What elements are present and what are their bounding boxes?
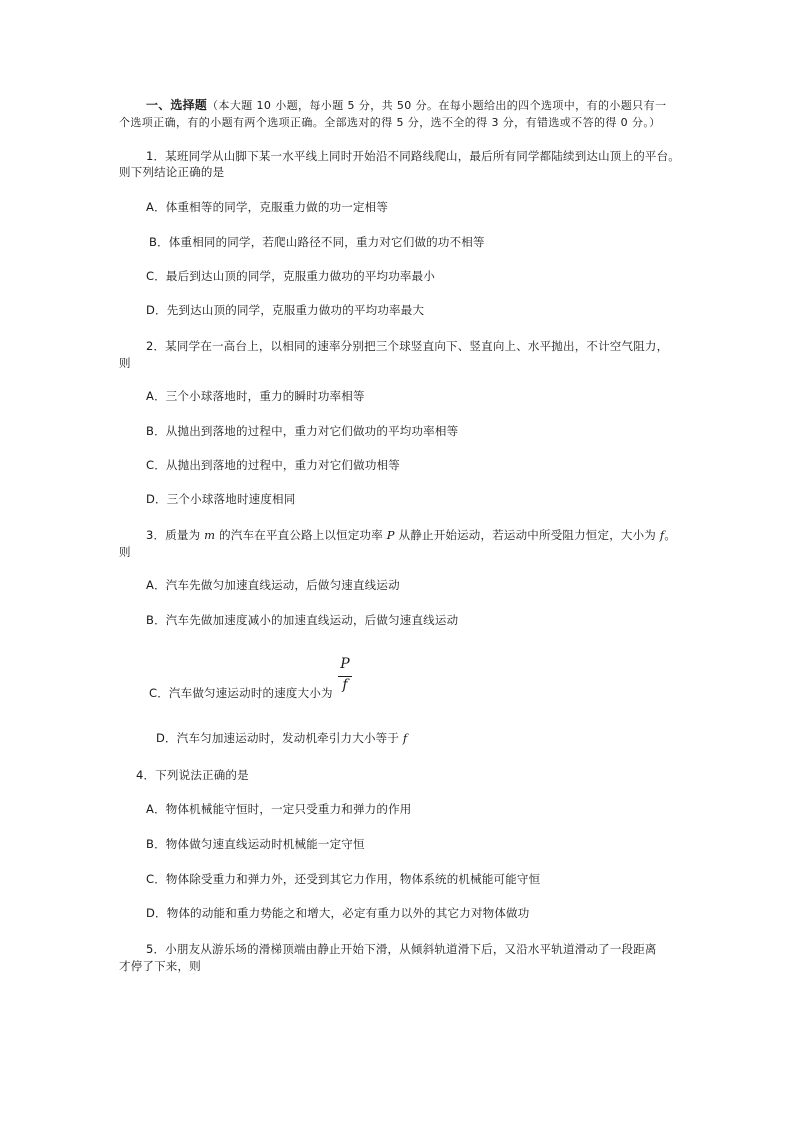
q3-option-a: A．汽车先做匀加速直线运动，后做匀速直线运动 [146, 578, 400, 592]
q3-stem-line1 [146, 527, 676, 543]
q3-stem-part-d: 。 [664, 528, 677, 542]
section-intro-line2: 个选项正确，有的小题有两个选项正确。全部选对的得 5 分，选不全的得 3 分，有错选或不答的得 0 分。） [119, 116, 661, 129]
q3-stem-part-a: 3．质量为 [146, 528, 205, 542]
q1-option-c: C．最后到达山顶的同学，克服重力做功的平均功率最小 [146, 269, 436, 283]
q5-stem-line2: 才停了下来，则 [119, 959, 201, 973]
q3-option-c: C．汽车做匀速运动时的速度大小为 [149, 686, 333, 700]
q4-stem: 4．下列说法正确的是 [136, 768, 249, 782]
q3-option-d [156, 730, 407, 746]
q2-stem-line1: 2．某同学在一高台上，以相同的速率分别把三个球竖直向下、竖直向上、水平抛出，不计空气阻力， [146, 339, 669, 353]
q4-option-a: A．物体机械能守恒时，一定只受重力和弹力的作用 [146, 802, 412, 816]
q3-var-P: P [386, 528, 395, 542]
fraction-denominator: f [342, 677, 348, 693]
q3-stem-part-c: 从静止开始运动，若运动中所受阻力恒定，大小为 [394, 528, 660, 542]
q2-option-b: B．从抛出到落地的过程中，重力对它们做功的平均功率相等 [146, 424, 459, 438]
q2-option-a: A．三个小球落地时，重力的瞬时功率相等 [146, 389, 365, 403]
q2-option-c: C．从抛出到落地的过程中，重力对它们做功相等 [146, 458, 400, 472]
q3-option-b: B．汽车先做加速度减小的加速直线运动，后做匀速直线运动 [146, 613, 459, 627]
q1-option-a: A．体重相等的同学，克服重力做的功一定相等 [146, 200, 389, 214]
q4-option-c: C．物体除受重力和弹力外，还受到其它力作用，物体系统的机械能可能守恒 [146, 872, 541, 886]
q1-stem-line1: 1．某班同学从山脚下某一水平线上同时开始沿不同路线爬山，最后所有同学都陆续到达山顶上的平台。 [146, 149, 681, 163]
q1-option-b: B．体重相同的同学，若爬山路径不同，重力对它们做的功不相等 [149, 235, 485, 249]
section-intro-line1: （本大题 10 小题，每小题 5 分，共 50 分。在每小题给出的四个选项中，有的小题只有一 [207, 99, 667, 112]
q2-stem-line2: 则 [119, 356, 131, 370]
q1-option-d: D．先到达山顶的同学，克服重力做功的平均功率最大 [146, 303, 425, 317]
q4-option-b: B．物体做匀速直线运动时机械能一定守恒 [146, 837, 365, 851]
q3-stem-part-b: 的汽车在平直公路上以恒定功率 [215, 528, 387, 542]
q3-option-d-text: D．汽车匀加速运动时，发动机牵引力大小等于 [156, 731, 403, 745]
q4-option-d: D．物体的动能和重力势能之和增大，必定有重力以外的其它力对物体做功 [146, 906, 530, 920]
q3-option-d-var: f [402, 731, 408, 745]
q3-var-m: m [204, 528, 216, 542]
section-header [146, 97, 666, 114]
q1-stem-line2: 则下列结论正确的是 [119, 165, 225, 179]
q5-stem-line1: 5．小朋友从游乐场的滑梯顶端由静止开始下滑，从倾斜轨道滑下后，又沿水平轨道滑动了一段距离 [146, 942, 657, 956]
q2-option-d: D．三个小球落地时速度相同 [146, 492, 296, 506]
section-title: 一、选择题 [146, 98, 208, 112]
q3-var-f: f [659, 528, 665, 542]
fraction-numerator: P [340, 656, 350, 672]
q3-stem-line2: 则 [119, 545, 131, 559]
